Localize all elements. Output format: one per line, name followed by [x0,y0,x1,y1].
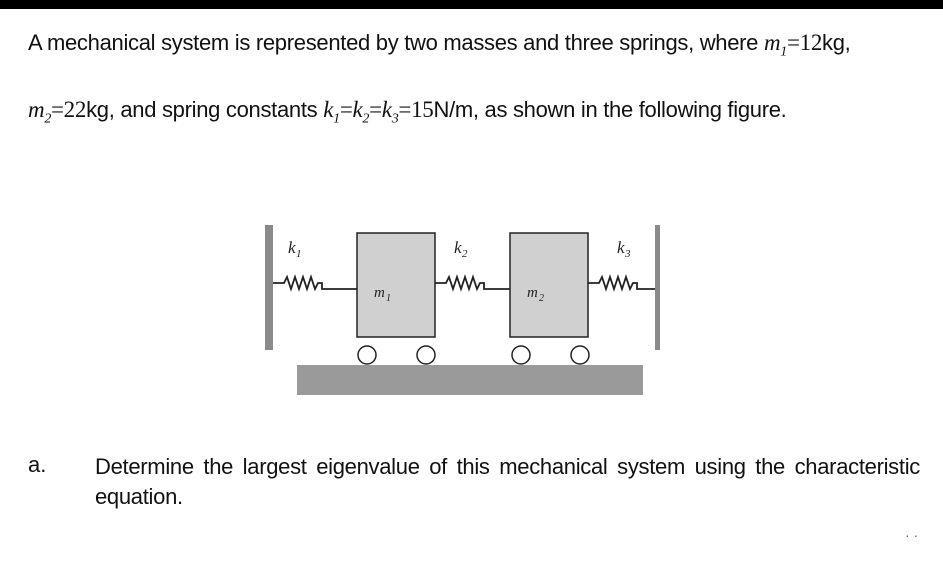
spring-2 [435,277,510,289]
right-wall [655,225,660,350]
m1-unit: kg, [822,30,851,55]
wheel-icon [512,346,530,364]
m1-subscript: 1 [780,44,787,60]
m2-label-sub: 2 [539,293,544,304]
spring-3 [588,277,655,289]
m2-subscript: 2 [44,111,52,127]
k3-symbol: k [381,97,392,122]
intro-line-1 [28,30,850,60]
intro-text: A mechanical system is represented by two masses and three springs, where [28,30,759,55]
wheel-icon [571,346,589,364]
m2-unit: kg, and spring constants [86,97,318,122]
mass-spring-diagram [260,215,660,405]
k3-label-sub: 3 [625,248,631,260]
line2-tail: N/m, as shown in the following figure. [433,97,787,122]
k3-label: k [617,238,625,257]
k2-label-sub: 2 [462,248,468,260]
intro-line-2: $m_2=22kg$, and spring constants $k_1=k_2=k_3=15N/m$, as shown in the following figure. [28,97,787,127]
k2-symbol: k [352,97,363,122]
m2-symbol: m [28,97,45,122]
footer-dots: · · [905,527,919,543]
ground [297,365,643,395]
mass-2-block [510,233,588,337]
m1-value: =12 [786,30,823,55]
top-bar [0,0,943,9]
question-text: Determine the largest eigenvalue of this mechanical system using the characteristic equation. [95,454,920,509]
mass-1-block [357,233,435,337]
wheel-icon [417,346,435,364]
question-label: a. [28,452,47,477]
m1-symbol: m [763,30,781,55]
m1-label: m [374,285,385,301]
k3-subscript: 3 [391,111,399,127]
k1-symbol: k [323,97,334,122]
left-wall [265,225,273,350]
wheel-icon [358,346,376,364]
k-value: =15 [398,97,434,122]
spring-1 [273,277,357,289]
m1-label-sub: 1 [386,293,391,304]
k1-label-sub: 1 [296,248,302,260]
m2-label: m [527,285,538,301]
k2-subscript: 2 [362,111,370,127]
k1-subscript: 1 [333,111,340,127]
k1-label: k [288,238,296,257]
m2-value: =22 [51,97,87,122]
k2-label: k [454,238,462,257]
